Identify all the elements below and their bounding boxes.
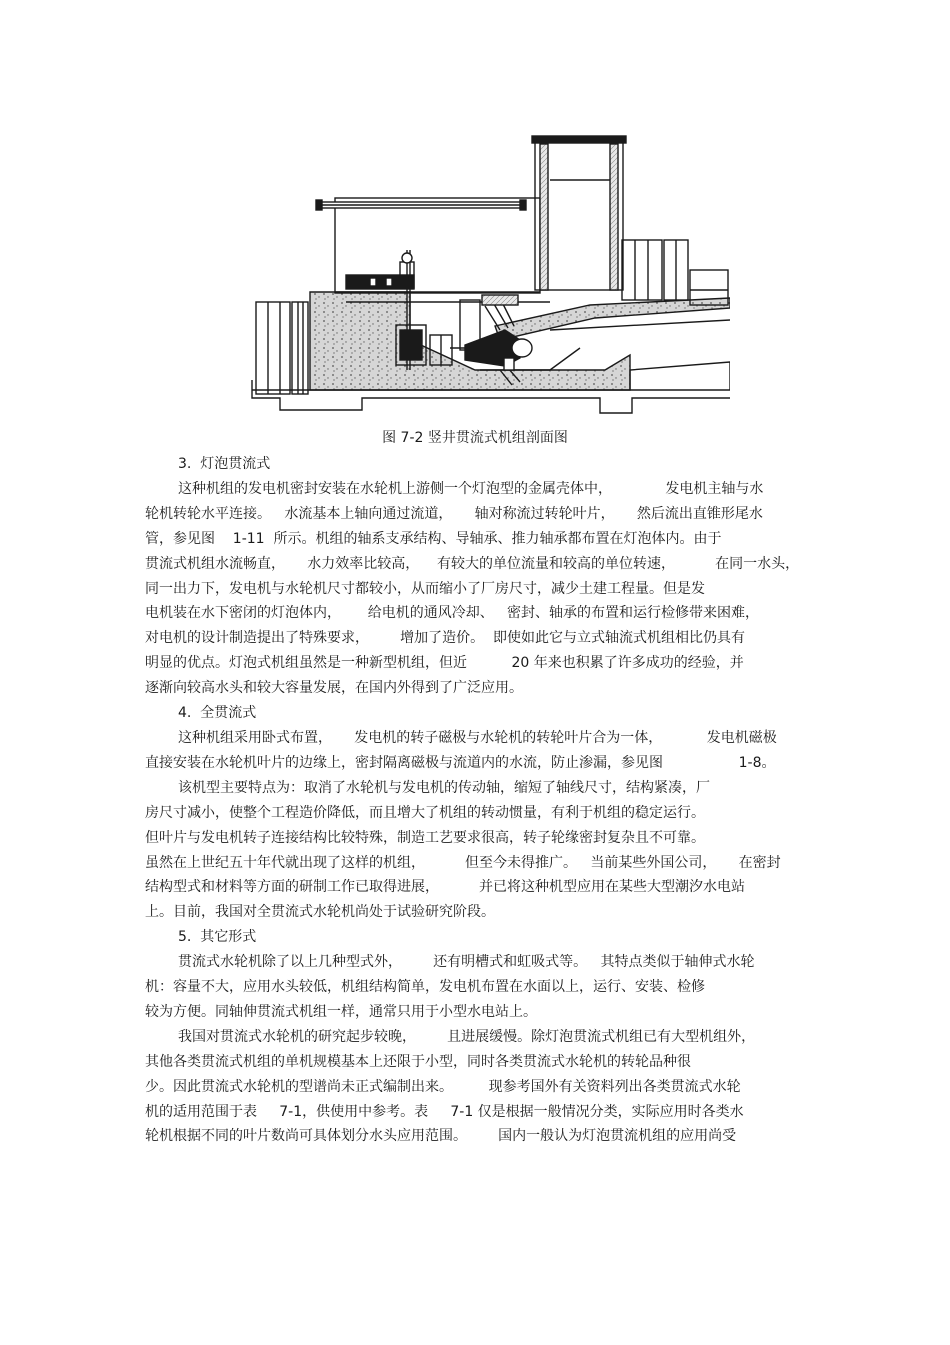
section-heading: 4. 全贯流式 [178,705,257,722]
text-line: 这种机组采用卧式布置， 发电机的转子磁极与水轮机的转轮叶片合为一体， 发电机磁极 [178,729,777,746]
text-line: 贯流式水轮机除了以上几种型式外， 还有明槽式和虹吸式等。 其特点类似于轴伸式水轮 [178,954,755,971]
unit-section-drawing [250,130,730,415]
section-drawing-svg [250,130,730,415]
text-line: 同一出力下，发电机与水轮机尺寸都较小，从而缩小了厂房尺寸，减少土建工程量。但是发 [145,580,705,597]
text-line: 少。因此贯流式水轮机的型谱尚未正式编制出来。 现参考国外有关资料列出各类贯流式水轮 [145,1078,741,1095]
section-heading: 5. 其它形式 [178,929,257,946]
text-line: 虽然在上世纪五十年代就出现了这样的机组， 但至今未得推广。 当前某些外国公司， 在密封 [145,854,781,871]
text-line: 对电机的设计制造提出了特殊要求， 增加了造价。 即使如此它与立式轴流式机组相比仍具有 [145,630,746,647]
text-line: 轮机根据不同的叶片数尚可具体划分水头应用范围。 国内一般认为灯泡贯流机组的应用尚受 [145,1128,737,1145]
text-line: 上。目前，我国对全贯流式水轮机尚处于试验研究阶段。 [145,904,495,921]
text-line: 机：容量不大，应用水头较低，机组结构简单，发电机布置在水面以上，运行、安装、检修 [145,979,705,996]
text-line: 机的适用范围于表 7-1，供使用中参考。表 7-1 仅是根据一般情况分类，实际应用时各类水 [145,1103,744,1120]
text-line: 电机装在水下密闭的灯泡体内， 给电机的通风冷却、 密封、轴承的布置和运行检修带来困难， [145,605,760,622]
text-line: 房尺寸减小，使整个工程造价降低，而且增大了机组的转动惯量，有利于机组的稳定运行。 [145,804,705,821]
text-line: 其他各类贯流式机组的单机规模基本上还限于小型，同时各类贯流式水轮机的转轮品种很 [145,1053,691,1070]
text-line: 这种机组的发电机密封安装在水轮机上游侧一个灯泡型的金属壳体中， 发电机主轴与水 [178,480,764,497]
text-line: 该机型主要特点为：取消了水轮机与发电机的传动轴，缩短了轴线尺寸，结构紧凑，厂 [178,779,710,796]
text-line: 轮机转轮水平连接。 水流基本上轴向通过流道， 轴对称流过转轮叶片， 然后流出直锥形尾水 [145,505,763,522]
body-text [145,452,805,1149]
text-line: 结构型式和材料等方面的研制工作已取得进展， 并已将这种机型应用在某些大型潮汐水电站 [145,879,746,896]
text-line: 但叶片与发电机转子连接结构比较特殊，制造工艺要求很高，转子轮缘密封复杂且不可靠。 [145,829,705,846]
figure-caption: 图 7-2 竖井贯流式机组剖面图 [382,430,568,446]
text-line: 我国对贯流式水轮机的研究起步较晚， 且进展缓慢。除灯泡贯流式机组已有大型机组外， [178,1028,756,1045]
text-line: 逐渐向较高水头和较大容量发展，在国内外得到了广泛应用。 [145,680,523,697]
text-line: 贯流式机组水流畅直， 水力效率比较高， 有较大的单位流量和较高的单位转速， 在同一水头， [145,555,800,572]
text-line: 直接安装在水轮机叶片的边缘上，密封隔离磁极与流道内的水流，防止渗漏，参见图 1-8。 [145,754,776,771]
text-line: 明显的优点。灯泡式机组虽然是一种新型机组，但近 20 年来也积累了许多成功的经验，并 [145,655,744,672]
section-heading: 3. 灯泡贯流式 [178,456,271,472]
text-line: 较为方便。同轴伸贯流式机组一样，通常只用于小型水电站上。 [145,1003,537,1020]
text-line: 管，参见图 1-11 所示。机组的轴系支承结构、导轴承、推力轴承都布置在灯泡体内。由于 [145,530,722,547]
